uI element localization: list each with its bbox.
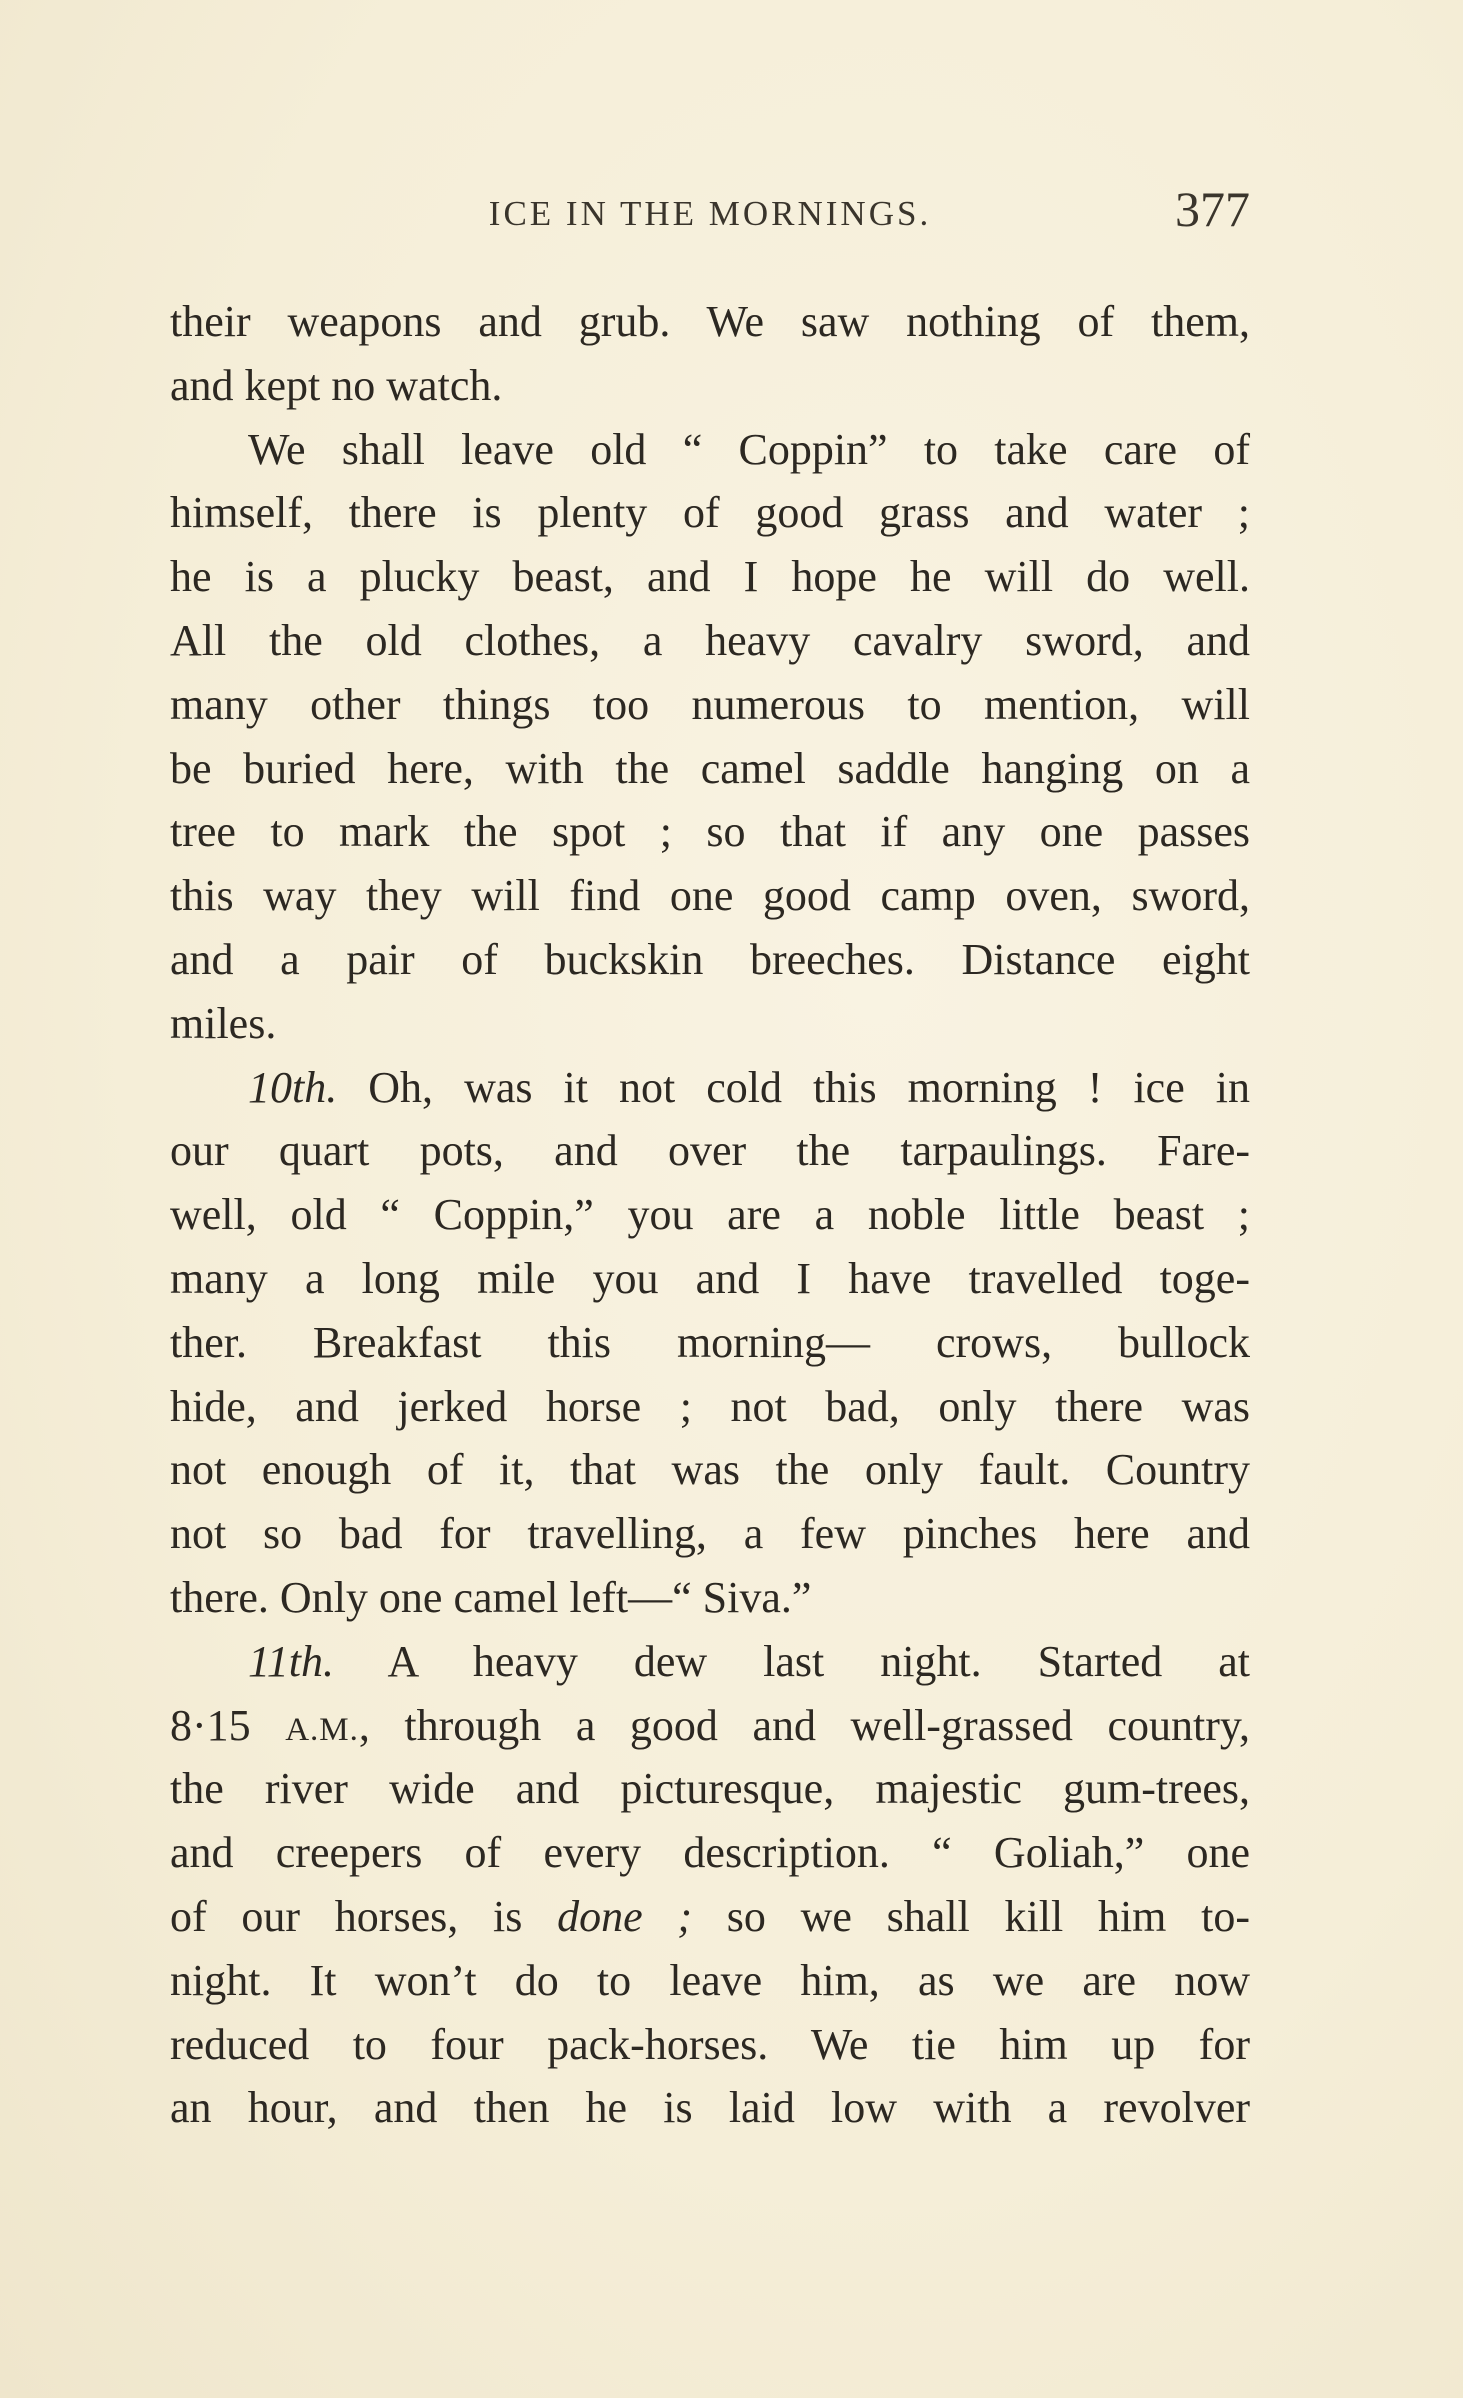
text-line: hide, and jerked horse ; not bad, only there was <box>170 1381 1250 1431</box>
entry-date: 10th. <box>248 1062 338 1112</box>
diary-entry-line <box>170 1056 1250 1120</box>
text-line: he is a plucky beast, and I hope he will do well. <box>170 552 1250 602</box>
time-line <box>170 1694 1250 1758</box>
line-start: of our horses, is <box>170 1891 523 1941</box>
text-line: this way they will find one good camp oven, sword, <box>170 871 1250 921</box>
text-line: be buried here, with the camel saddle hanging on a <box>170 743 1250 793</box>
text-line: ther. Breakfast this morning— crows, bullock <box>170 1317 1250 1367</box>
line-end: so we shall kill him to- <box>726 1891 1251 1941</box>
text-line: reduced to four pack-horses. We tie him up for <box>170 2019 1250 2069</box>
text-line: and a pair of buckskin breeches. Distance eight <box>170 934 1250 984</box>
text-line: and kept no watch. <box>170 360 503 410</box>
text-line: many other things too numerous to mention, will <box>170 679 1250 729</box>
text-line: himself, there is plenty of good grass and water ; <box>170 488 1250 538</box>
entry-text: Oh, was it not cold this morning ! ice in <box>368 1062 1250 1112</box>
text-line: there. Only one camel left—“ Siva.” <box>170 1572 812 1622</box>
text-line: not so bad for travelling, a few pinches here and <box>170 1509 1250 1559</box>
text-line: an hour, and then he is laid low with a revolver <box>170 2083 1250 2133</box>
text-line: tree to mark the spot ; so that if any one passes <box>170 807 1250 857</box>
text-line: many a long mile you and I have travelled toge- <box>170 1253 1250 1303</box>
text-line: We shall leave old “ Coppin” to take care of <box>248 424 1250 474</box>
text-line: not enough of it, that was the only fault. Country <box>170 1445 1250 1495</box>
text-line: night. It won’t do to leave him, as we are now <box>170 1955 1250 2005</box>
text-line: our quart pots, and over the tarpaulings. Fare- <box>170 1126 1250 1176</box>
time-value: 8·15 <box>170 1700 251 1750</box>
running-head <box>170 180 1250 250</box>
text-line: well, old “ Coppin,” you are a noble little beast ; <box>170 1190 1250 1240</box>
entry-text: A heavy dew last night. Started at <box>387 1636 1250 1686</box>
entry-date: 11th. <box>248 1636 334 1686</box>
body-text <box>170 290 1250 2140</box>
text-line: and creepers of every description. “ Goliah,” one <box>170 1828 1250 1878</box>
text-line: All the old clothes, a heavy cavalry sword, and <box>170 615 1250 665</box>
diary-entry-line <box>170 1630 1250 1694</box>
italic-word: done ; <box>557 1891 693 1941</box>
text-line: their weapons and grub. We saw nothing of them, <box>170 297 1250 346</box>
text-line: miles. <box>170 998 277 1048</box>
text-line: the river wide and picturesque, majestic gum-trees, <box>170 1764 1250 1814</box>
emphasis-line <box>170 1885 1250 1949</box>
page-number: 377 <box>1175 181 1250 237</box>
running-title: ICE IN THE MORNINGS. <box>488 194 932 233</box>
time-abbr: A.M. <box>285 1711 359 1748</box>
entry-text: , through a good and well-grassed country, <box>358 1700 1250 1750</box>
